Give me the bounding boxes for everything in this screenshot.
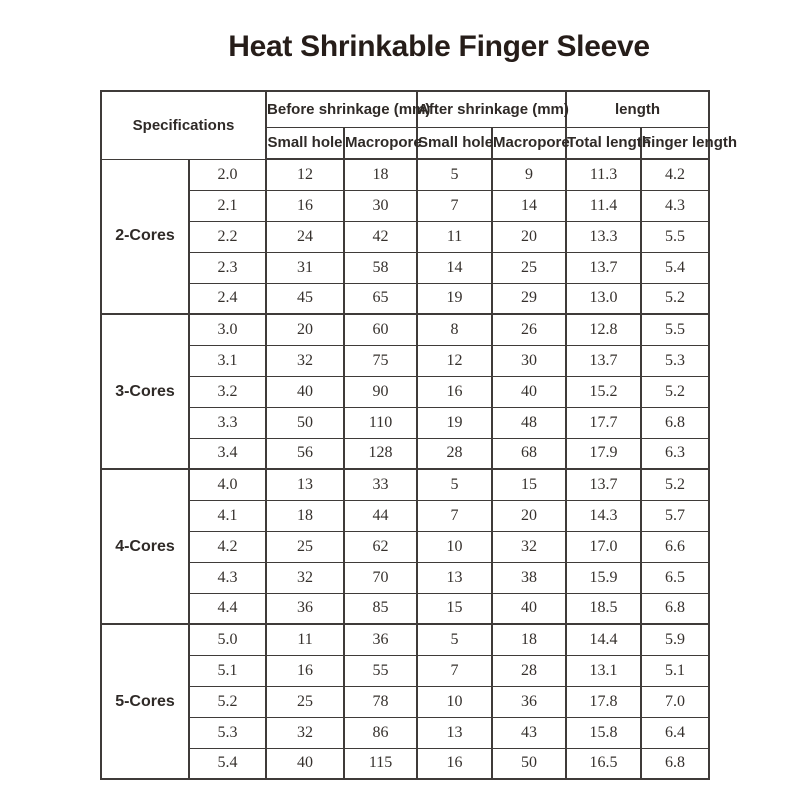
data-cell: 15.9 [566,562,641,593]
data-cell: 14 [417,252,492,283]
table-row [101,376,709,407]
data-cell: 5.2 [641,376,709,407]
data-cell: 17.7 [566,407,641,438]
data-cell: 15.8 [566,717,641,748]
data-cell: 12 [266,159,344,190]
table-row [101,655,709,686]
data-cell: 11 [266,624,344,655]
table-row [101,500,709,531]
spec-cell: 5.4 [189,748,266,779]
data-cell: 11 [417,221,492,252]
spec-cell: 3.2 [189,376,266,407]
data-cell: 24 [266,221,344,252]
col-header-after-macropore: Macropore [492,127,566,159]
page-title: Heat Shrinkable Finger Sleeve [228,30,650,63]
spec-cell: 4.1 [189,500,266,531]
data-cell: 5.5 [641,221,709,252]
table-row [101,624,709,655]
data-cell: 5.9 [641,624,709,655]
data-cell: 16 [266,190,344,221]
data-cell: 30 [492,345,566,376]
data-cell: 4.3 [641,190,709,221]
data-cell: 85 [344,593,417,624]
data-cell: 26 [492,314,566,345]
table-row [101,221,709,252]
data-cell: 32 [266,345,344,376]
data-cell: 68 [492,438,566,469]
data-cell: 31 [266,252,344,283]
data-cell: 13 [266,469,344,500]
data-cell: 128 [344,438,417,469]
spec-cell: 2.4 [189,283,266,314]
col-header-finger-length: Finger length [641,127,709,159]
data-cell: 5.2 [641,469,709,500]
data-cell: 5.2 [641,283,709,314]
data-cell: 9 [492,159,566,190]
cores-group-label-4: 4-Cores [101,469,189,624]
data-cell: 20 [492,500,566,531]
spec-cell: 3.3 [189,407,266,438]
data-cell: 50 [492,748,566,779]
cores-group-label-3: 3-Cores [101,314,189,469]
data-cell: 8 [417,314,492,345]
data-cell: 14.4 [566,624,641,655]
data-cell: 17.8 [566,686,641,717]
spec-cell: 2.1 [189,190,266,221]
data-cell: 11.3 [566,159,641,190]
table-row [101,407,709,438]
data-cell: 50 [266,407,344,438]
data-cell: 28 [417,438,492,469]
table-header [101,91,738,159]
table-row [101,314,709,345]
col-header-length: length [566,91,709,127]
table-row [101,593,709,624]
data-cell: 25 [492,252,566,283]
data-cell: 90 [344,376,417,407]
data-cell: 18.5 [566,593,641,624]
data-cell: 7.0 [641,686,709,717]
data-cell: 6.4 [641,717,709,748]
spec-cell: 2.2 [189,221,266,252]
data-cell: 5.3 [641,345,709,376]
data-cell: 5.7 [641,500,709,531]
data-cell: 6.5 [641,562,709,593]
data-cell: 15.2 [566,376,641,407]
spec-cell: 4.3 [189,562,266,593]
header-row-groups [101,91,709,127]
table-row [101,190,709,221]
data-cell: 65 [344,283,417,314]
data-cell: 13.0 [566,283,641,314]
data-cell: 40 [492,593,566,624]
data-cell: 36 [344,624,417,655]
data-cell: 45 [266,283,344,314]
data-cell: 6.6 [641,531,709,562]
data-cell: 110 [344,407,417,438]
spec-cell: 5.1 [189,655,266,686]
data-cell: 19 [417,407,492,438]
data-cell: 33 [344,469,417,500]
data-cell: 17.0 [566,531,641,562]
col-header-after-small-hole: Small hole [417,127,492,159]
spec-cell: 4.0 [189,469,266,500]
data-cell: 13.3 [566,221,641,252]
data-cell: 12 [417,345,492,376]
data-cell: 18 [344,159,417,190]
data-cell: 20 [266,314,344,345]
data-cell: 78 [344,686,417,717]
data-cell: 32 [266,562,344,593]
table-row [101,438,709,469]
data-cell: 29 [492,283,566,314]
spec-cell: 2.0 [189,159,266,190]
spec-cell: 4.2 [189,531,266,562]
data-cell: 25 [266,686,344,717]
data-cell: 86 [344,717,417,748]
table-row [101,252,709,283]
table-row [101,717,709,748]
data-cell: 15 [492,469,566,500]
spec-table [100,90,738,780]
data-cell: 20 [492,221,566,252]
data-cell: 13.1 [566,655,641,686]
data-cell: 58 [344,252,417,283]
data-cell: 48 [492,407,566,438]
data-cell: 40 [492,376,566,407]
spec-cell: 5.3 [189,717,266,748]
data-cell: 5.5 [641,314,709,345]
data-cell: 13 [417,717,492,748]
table-row [101,283,709,314]
table-row [101,345,709,376]
data-cell: 5 [417,159,492,190]
data-cell: 16 [417,748,492,779]
table-row [101,686,709,717]
data-cell: 7 [417,190,492,221]
data-cell: 16.5 [566,748,641,779]
spec-cell: 5.2 [189,686,266,717]
cores-group-label-5: 5-Cores [101,624,189,779]
data-cell: 5.1 [641,655,709,686]
data-cell: 30 [344,190,417,221]
spec-cell: 5.0 [189,624,266,655]
data-cell: 19 [417,283,492,314]
data-cell: 40 [266,748,344,779]
col-header-after-shrinkage: After shrinkage (mm) [417,91,566,127]
data-cell: 15 [417,593,492,624]
data-cell: 10 [417,686,492,717]
data-cell: 4.2 [641,159,709,190]
data-cell: 13 [417,562,492,593]
data-cell: 6.8 [641,407,709,438]
data-cell: 62 [344,531,417,562]
data-cell: 70 [344,562,417,593]
col-header-specifications: Specifications [101,91,266,159]
data-cell: 75 [344,345,417,376]
data-cell: 42 [344,221,417,252]
data-cell: 14.3 [566,500,641,531]
data-cell: 60 [344,314,417,345]
data-cell: 13.7 [566,469,641,500]
spec-cell: 2.3 [189,252,266,283]
table-row [101,531,709,562]
data-cell: 6.3 [641,438,709,469]
data-cell: 38 [492,562,566,593]
data-cell: 56 [266,438,344,469]
table-row [101,562,709,593]
data-cell: 10 [417,531,492,562]
col-header-total-length: Total length [566,127,641,159]
data-cell: 44 [344,500,417,531]
data-cell: 16 [417,376,492,407]
data-cell: 32 [266,717,344,748]
data-cell: 6.8 [641,748,709,779]
data-cell: 5 [417,624,492,655]
data-cell: 5 [417,469,492,500]
data-cell: 28 [492,655,566,686]
data-cell: 36 [492,686,566,717]
data-cell: 11.4 [566,190,641,221]
table-row [101,748,709,779]
spec-cell: 3.0 [189,314,266,345]
data-cell: 12.8 [566,314,641,345]
spec-cell: 4.4 [189,593,266,624]
cores-group-label-2: 2-Cores [101,159,189,314]
table-row [101,469,709,500]
spec-cell: 3.1 [189,345,266,376]
data-cell: 13.7 [566,252,641,283]
data-cell: 36 [266,593,344,624]
table-row [101,159,709,190]
data-cell: 32 [492,531,566,562]
data-cell: 7 [417,655,492,686]
data-cell: 5.4 [641,252,709,283]
data-cell: 55 [344,655,417,686]
data-cell: 17.9 [566,438,641,469]
data-cell: 25 [266,531,344,562]
data-cell: 7 [417,500,492,531]
data-cell: 13.7 [566,345,641,376]
data-cell: 43 [492,717,566,748]
col-header-before-shrinkage: Before shrinkage (mm) [266,91,417,127]
col-header-before-small-hole: Small hole [266,127,344,159]
data-cell: 14 [492,190,566,221]
data-cell: 40 [266,376,344,407]
data-cell: 6.8 [641,593,709,624]
table-body [101,159,709,779]
spec-cell: 3.4 [189,438,266,469]
data-cell: 18 [492,624,566,655]
data-cell: 18 [266,500,344,531]
col-header-before-macropore: Macropore [344,127,417,159]
data-cell: 16 [266,655,344,686]
data-cell: 115 [344,748,417,779]
